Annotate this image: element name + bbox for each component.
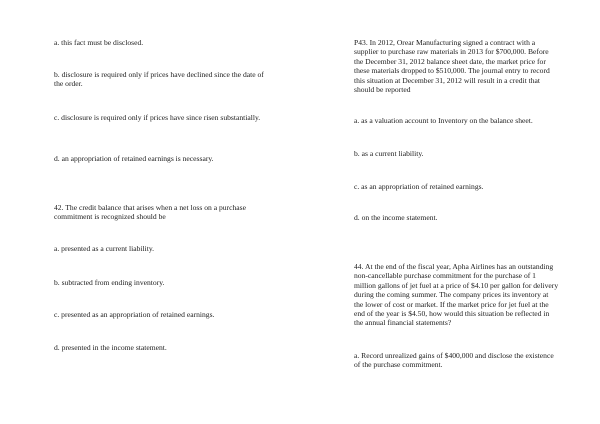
answer-option-a: a. Record unrealized gains of $400,000 and disclose the existence of the purchase commitment. (354, 351, 554, 370)
answer-option-c: c. disclosure is required only if prices have since risen substantially. (54, 113, 261, 122)
answer-option-c: c. as an appropriation of retained earnings. (354, 182, 484, 191)
answer-option-a: a. as a valuation account to Inventory on the balance sheet. (354, 116, 533, 125)
answer-option-d: d. an appropriation of retained earnings is necessary. (54, 154, 214, 163)
answer-option-d: d. on the income statement. (354, 213, 438, 222)
answer-option-d: d. presented in the income statement. (54, 343, 167, 352)
answer-option-b: b. disclosure is required only if prices have declined since the date of the order. (54, 70, 264, 89)
question-44: 44. At the end of the fiscal year, Apha Airlines has an outstanding non-cancellable purchase commitment for the purchase of 1 million gallons of jet fuel at a price of $4.10 per gallon for delivery during the coming summer. The company prices its inventory at the lower of cost or market. If the market price for jet fuel at the end of the year is $4.50, how would this situation be reflected in the annual financial statements? (354, 262, 559, 328)
question-p43: P43. In 2012, Orear Manufacturing signed a contract with a supplier to purchase raw materials in 2013 for $700,000. Before the December 31, 2012 balance sheet date, the market price for these materials dropped to $510,000. The journal entry to record this situation at December 31, 2012 will result in a credit that should be reported (354, 38, 550, 95)
answer-option-a: a. presented as a current liability. (54, 244, 155, 253)
answer-option-c: c. presented as an appropriation of retained earnings. (54, 310, 215, 319)
answer-option-a: a. this fact must be disclosed. (54, 38, 144, 47)
answer-option-b: b. subtracted from ending inventory. (54, 278, 165, 287)
question-42: 42. The credit balance that arises when a net loss on a purchase commitment is recognized should be (54, 203, 246, 222)
answer-option-b: b. as a current liability. (354, 149, 424, 158)
